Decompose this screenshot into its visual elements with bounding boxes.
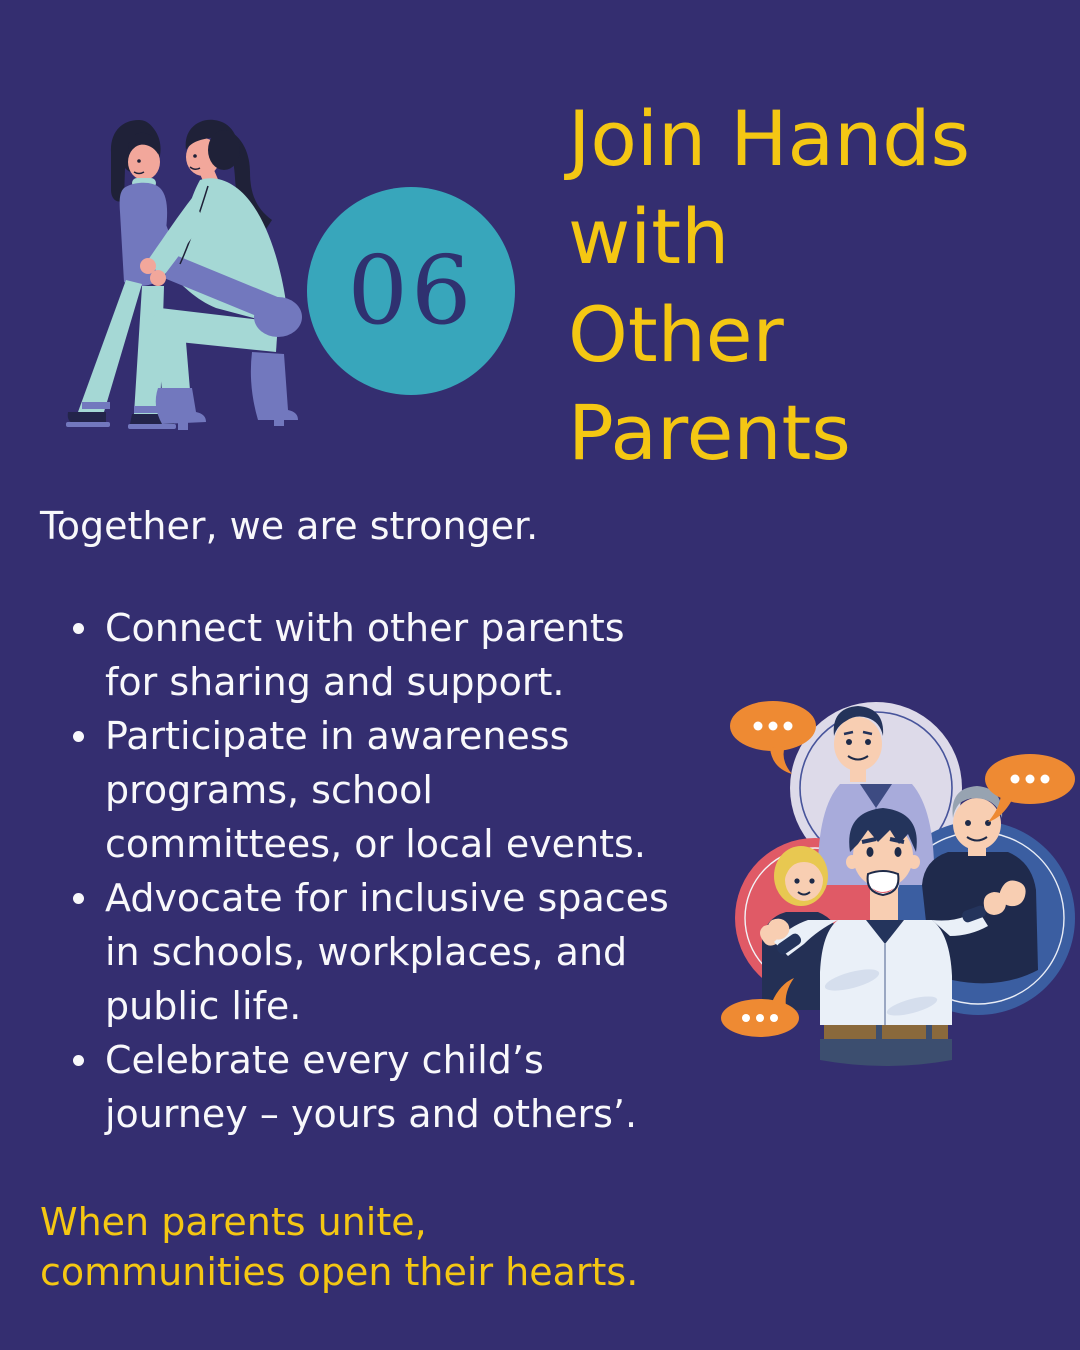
woman-eye [794, 878, 799, 883]
bullet-dot-icon [73, 893, 84, 904]
bullet-line: Celebrate every child’s [105, 1038, 544, 1082]
list-item [40, 1033, 669, 1141]
bubble-dot [784, 722, 793, 731]
bullet-line: in schools, workplaces, and [105, 930, 628, 974]
title-line: with [568, 192, 730, 281]
child-shoe-sole [66, 422, 110, 427]
title-line: Other [568, 290, 784, 379]
closing-line: communities open their hearts. [40, 1250, 639, 1294]
bullet-line: journey – yours and others’. [105, 1092, 638, 1136]
bubble-dot [769, 722, 778, 731]
closing-line: When parents unite, [40, 1200, 427, 1244]
title-line: Join Hands [568, 94, 971, 183]
bullet-line: public life. [105, 984, 302, 1028]
mother-eye [193, 154, 197, 158]
child-leg-back [78, 280, 142, 412]
bullet-dot-icon [73, 731, 84, 742]
belt-gap [876, 1025, 882, 1039]
bullet-text [105, 871, 669, 1033]
top-man-eye [865, 739, 871, 745]
bullet-dot-icon [73, 623, 84, 634]
mother-boot-heel [178, 420, 188, 430]
mother-hair-back [208, 130, 240, 170]
bullet-dot-icon [73, 1055, 84, 1066]
center-man-eye [895, 847, 902, 857]
bullet-line: Participate in awareness [105, 714, 570, 758]
bullet-text [105, 709, 646, 871]
title-line: Parents [568, 388, 851, 477]
top-man-face [834, 717, 882, 771]
mother-boot [156, 388, 206, 424]
mother-boot-heel [274, 416, 284, 426]
bullet-text [105, 1033, 637, 1141]
parents-group-illustration [700, 680, 1080, 1080]
speech-bubble-tail [770, 746, 792, 774]
bullet-line: Connect with other parents [105, 606, 625, 650]
pants [820, 1039, 952, 1066]
mother-boot [251, 352, 298, 420]
bubble-dot [756, 1014, 764, 1022]
right-man-face [953, 798, 1001, 850]
step-number-badge [307, 187, 515, 395]
step-number: 06 [347, 235, 475, 346]
mother-hip [254, 297, 302, 337]
belt-gap [926, 1025, 932, 1039]
bullet-line: programs, school [105, 768, 433, 812]
bullet-line: committees, or local events. [105, 822, 646, 866]
child-cuff [82, 402, 110, 409]
child-eye [137, 159, 141, 163]
bubble-dot [1041, 775, 1050, 784]
intro-text: Together, we are stronger. [40, 504, 539, 548]
mother-child-illustration [40, 112, 305, 442]
center-man-hand [984, 892, 1006, 915]
page-title [568, 90, 1080, 482]
closing-text [40, 1197, 638, 1297]
top-man-eye [846, 739, 852, 745]
woman-eye [809, 878, 814, 883]
list-item [40, 871, 669, 1033]
mother-hand [150, 270, 166, 286]
bubble-dot [1026, 775, 1035, 784]
list-item [40, 709, 669, 871]
bullet-line: Advocate for inclusive spaces [105, 876, 669, 920]
center-man-eye [867, 847, 874, 857]
bubble-dot [742, 1014, 750, 1022]
child-shoe-sole [128, 424, 176, 429]
bubble-dot [1011, 775, 1020, 784]
bullet-line: for sharing and support. [105, 660, 565, 704]
bullet-list [40, 601, 669, 1141]
mother-calf [156, 338, 190, 390]
bubble-dot [770, 1014, 778, 1022]
center-man-mouth [868, 871, 899, 895]
bullet-text [105, 601, 625, 709]
bubble-dot [754, 722, 763, 731]
right-man-eye [965, 820, 971, 826]
list-item [40, 601, 669, 709]
